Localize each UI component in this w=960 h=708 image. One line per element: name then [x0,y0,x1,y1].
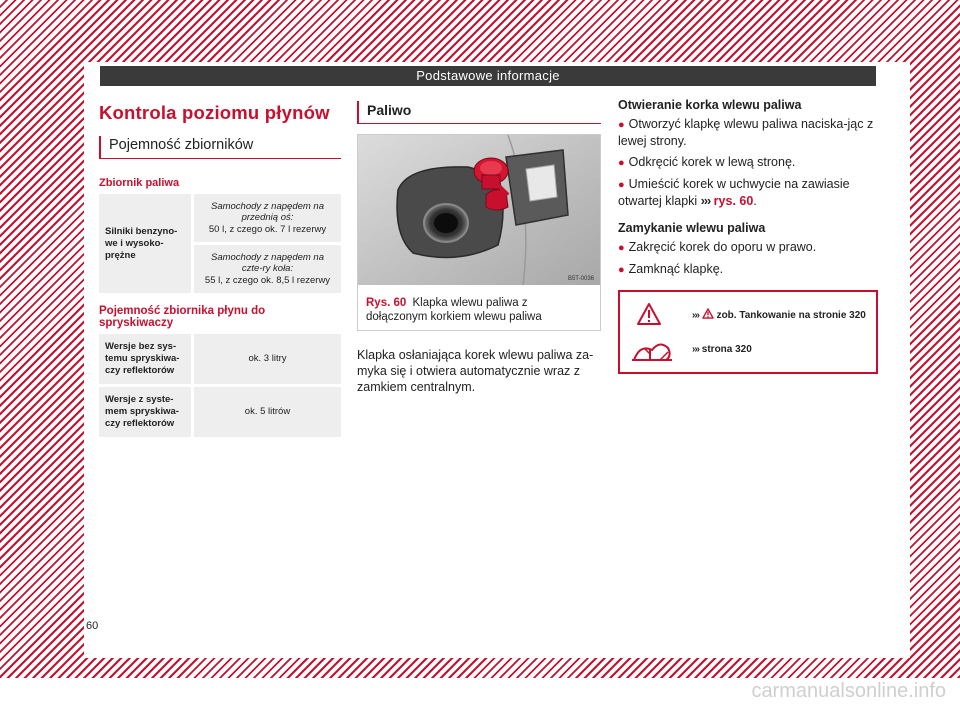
table-row [99,194,341,244]
section-title-fuel: Paliwo [357,101,601,124]
main-title: Kontrola poziomu płynów [99,102,330,123]
step-text: Zamknąć klapkę. [628,262,724,276]
step-text: Zakręcić korek do oporu w prawo. [628,240,817,254]
opening-title: Otwieranie korka wlewu paliwa [618,98,802,112]
warning-triangle-small-icon [702,308,714,319]
version-label: Wersje z syste-mem spryskiwa-czy reflektorów [99,386,193,438]
list-item [618,239,878,256]
warning-triangle-icon [636,302,662,326]
environment-ref[interactable] [692,344,752,355]
table-row [99,386,341,438]
capacity-value: ok. 3 litry [193,334,342,386]
closing-title: Zamykanie wlewu paliwa [618,221,766,235]
capacity-value: 50 l, z czego ok. 7 l rezerwy [208,223,327,235]
ref-arrow: ››› [692,344,699,355]
watermark-text: carmanualsonline.info [751,680,946,702]
fuel-flap-description: Klapka osłaniająca korek wlewu paliwa za-myka się i otwiera automatycznie wraz z zamkiem centralnym. [357,348,594,394]
table-cell [193,244,342,294]
bullet-icon: ● [618,242,625,254]
environment-ref-text: strona 320 [701,344,752,355]
warning-ref[interactable] [692,308,866,321]
middle-column [357,98,601,395]
list-item [618,176,878,209]
bullet-icon: ● [618,119,625,131]
figure-60 [357,134,601,331]
ref-arrow: ››› [700,194,711,208]
drive-type-text: Samochody z napędem na czte-ry koła: [210,251,325,275]
table-row [99,334,341,386]
washer-tank-table [99,334,341,437]
list-item [618,154,878,171]
section-title-capacity: Pojemność zbiorników [99,136,341,159]
washer-table-title: Pojemność zbiornika płynu do spryskiwaczy [99,305,266,329]
version-label: Wersje bez sys-temu spryskiwa-czy reflektorów [99,334,193,386]
fuel-tank-table [99,194,341,293]
environment-row [620,336,876,366]
step-text: Odkręcić korek w lewą stronę. [628,155,796,169]
bullet-icon: ● [618,157,625,169]
list-item [618,261,878,278]
bullet-icon: ● [618,179,625,191]
right-column [618,98,878,374]
step-text: Umieścić korek w uchwycie na zawiasie otwartej klapki [618,177,850,208]
warning-row [620,300,876,330]
manual-page [84,62,910,658]
opening-steps [618,116,878,209]
figure-ref-link[interactable]: rys. 60 [713,194,754,208]
capacity-value: ok. 5 litrów [193,386,342,438]
fuel-table-title: Zbiornik paliwa [99,177,180,189]
ref-arrow: ››› [692,310,699,321]
page-header: Podstawowe informacje [100,66,876,86]
bullet-icon: ● [618,264,625,276]
table-cell [193,194,342,244]
figure-code: B5T-0036 [567,276,594,282]
closing-steps [618,239,878,278]
step-text-end: . [753,194,757,208]
left-column [99,98,341,437]
warning-ref-text: zob. Tankowanie na stronie 320 [716,310,866,321]
figure-caption [358,290,600,330]
page-number: 60 [86,620,99,632]
fuel-flap-illustration [358,135,600,285]
figure-caption-text: Klapka wlewu paliwa z dołączonym korkiem wlewu paliwa [366,297,542,323]
drive-type-text: Samochody z napędem na przednią oś: [210,200,325,224]
environment-tree-icon [630,338,674,366]
watermark [0,678,960,708]
notice-box [618,290,878,374]
capacity-value: 55 l, z czego ok. 8,5 l rezerwy [204,274,331,286]
engine-type-label: Silniki benzyno-we i wysoko-prężne [99,194,193,293]
step-text: Otworzyć klapkę wlewu paliwa naciska-jąc z lewej strony. [618,117,874,148]
figure-label: Rys. 60 [366,297,407,309]
list-item [618,116,878,149]
